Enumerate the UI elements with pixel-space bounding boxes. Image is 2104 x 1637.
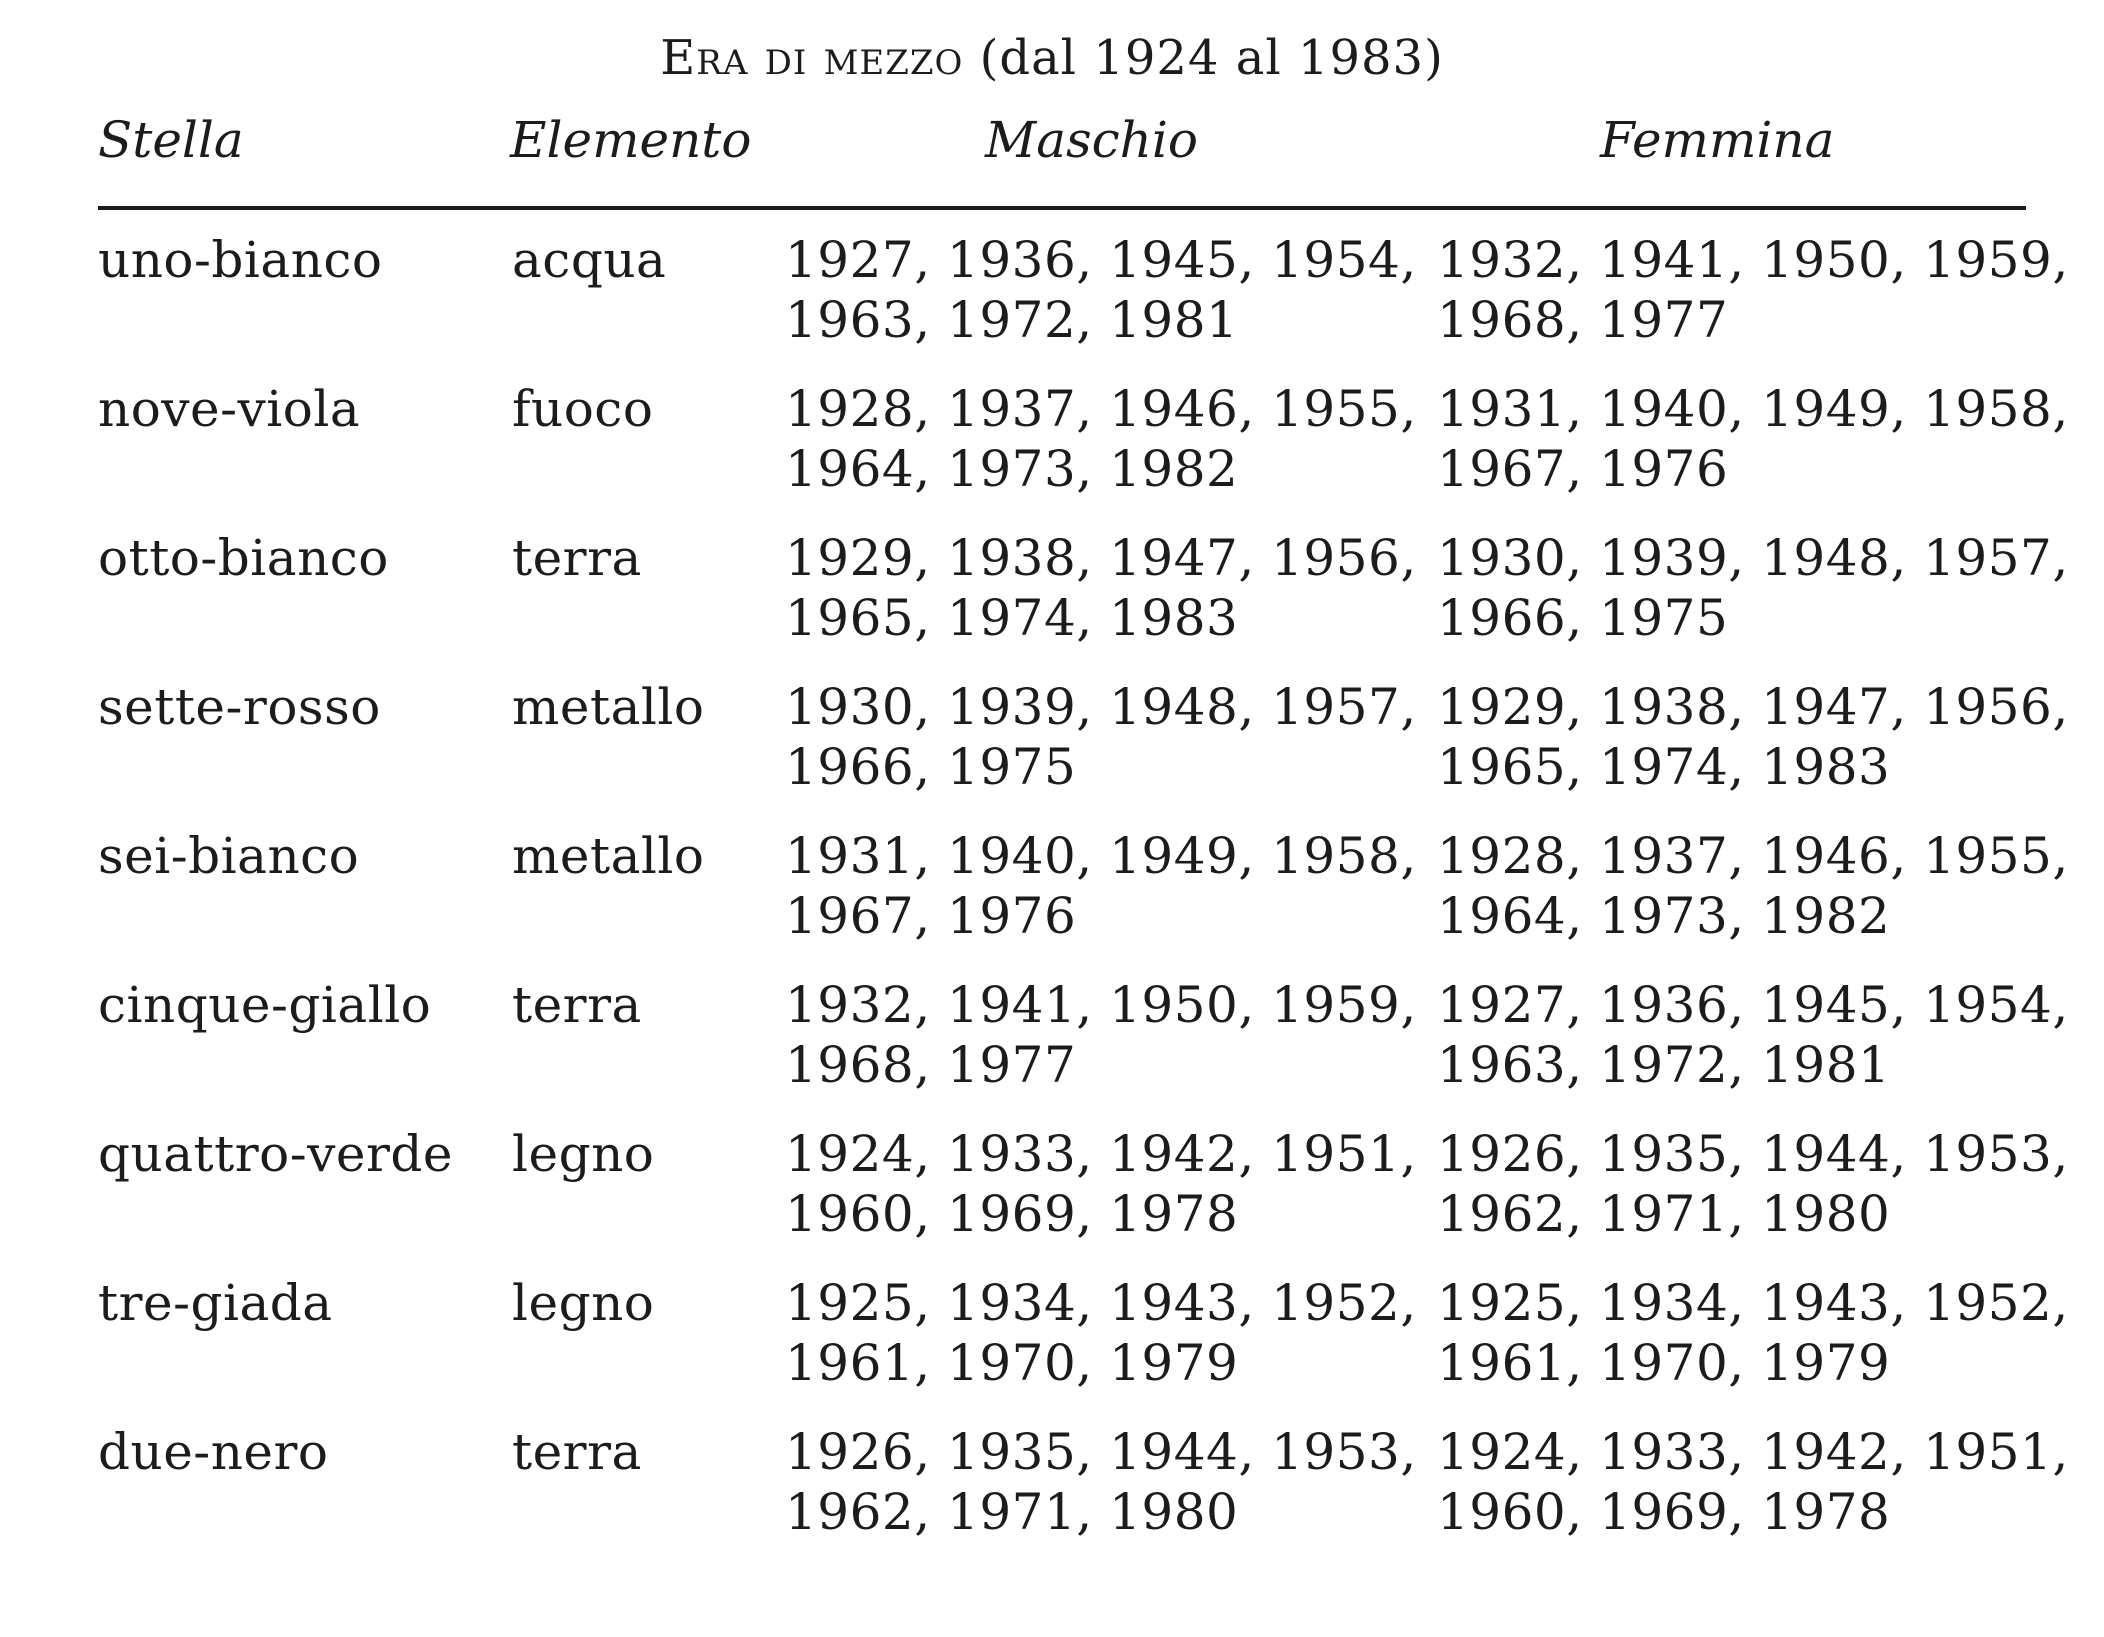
- cell-stella: cinque-giallo: [98, 976, 432, 1034]
- page-title: [0, 22, 2104, 94]
- title-main: Era di mezzo: [660, 30, 964, 86]
- header-stella: Stella: [98, 111, 244, 169]
- header-divider: [98, 206, 2026, 210]
- cell-maschio: [785, 1124, 1417, 1244]
- femmina-years-line: 1925, 1934, 1943, 1952,: [1437, 1274, 2069, 1332]
- maschio-years-line: 1932, 1941, 1950, 1959,: [785, 976, 1417, 1034]
- table-row: [0, 230, 2104, 379]
- maschio-years-line: 1930, 1939, 1948, 1957,: [785, 678, 1417, 736]
- table-row: [0, 677, 2104, 826]
- cell-stella: otto-bianco: [98, 529, 389, 587]
- femmina-years-line: 1926, 1935, 1944, 1953,: [1437, 1125, 2069, 1183]
- maschio-years-line: 1966, 1975: [785, 738, 1077, 796]
- femmina-years-line: 1927, 1936, 1945, 1954,: [1437, 976, 2069, 1034]
- cell-femmina: [1437, 230, 2069, 350]
- femmina-years-line: 1929, 1938, 1947, 1956,: [1437, 678, 2069, 736]
- cell-elemento: metallo: [512, 827, 705, 885]
- table-row: [0, 1422, 2104, 1571]
- maschio-years-line: 1931, 1940, 1949, 1958,: [785, 827, 1417, 885]
- table-row: [0, 1273, 2104, 1422]
- table-row: [0, 528, 2104, 677]
- cell-maschio: [785, 1273, 1417, 1393]
- cell-femmina: [1437, 528, 2069, 648]
- table-row: [0, 1124, 2104, 1273]
- cell-stella: tre-giada: [98, 1274, 333, 1332]
- femmina-years-line: 1965, 1974, 1983: [1437, 738, 1891, 796]
- maschio-years-line: 1928, 1937, 1946, 1955,: [785, 380, 1417, 438]
- table-header: [0, 105, 2104, 185]
- cell-elemento: legno: [512, 1125, 655, 1183]
- cell-femmina: [1437, 379, 2069, 499]
- femmina-years-line: 1962, 1971, 1980: [1437, 1185, 1891, 1243]
- femmina-years-line: 1924, 1933, 1942, 1951,: [1437, 1423, 2069, 1481]
- cell-elemento: terra: [512, 529, 642, 587]
- femmina-years-line: 1967, 1976: [1437, 440, 1729, 498]
- cell-femmina: [1437, 1422, 2069, 1542]
- femmina-years-line: 1931, 1940, 1949, 1958,: [1437, 380, 2069, 438]
- femmina-years-line: 1932, 1941, 1950, 1959,: [1437, 231, 2069, 289]
- table-body: [0, 230, 2104, 1571]
- maschio-years-line: 1926, 1935, 1944, 1953,: [785, 1423, 1417, 1481]
- maschio-years-line: 1960, 1969, 1978: [785, 1185, 1239, 1243]
- cell-femmina: [1437, 677, 2069, 797]
- cell-femmina: [1437, 826, 2069, 946]
- header-femmina: Femmina: [1600, 111, 1835, 169]
- femmina-years-line: 1928, 1937, 1946, 1955,: [1437, 827, 2069, 885]
- cell-maschio: [785, 826, 1417, 946]
- maschio-years-line: 1961, 1970, 1979: [785, 1334, 1239, 1392]
- maschio-years-line: 1963, 1972, 1981: [785, 291, 1239, 349]
- cell-elemento: metallo: [512, 678, 705, 736]
- table-row: [0, 379, 2104, 528]
- maschio-years-line: 1962, 1971, 1980: [785, 1483, 1239, 1541]
- cell-maschio: [785, 230, 1417, 350]
- maschio-years-line: 1967, 1976: [785, 887, 1077, 945]
- femmina-years-line: 1960, 1969, 1978: [1437, 1483, 1891, 1541]
- maschio-years-line: 1929, 1938, 1947, 1956,: [785, 529, 1417, 587]
- cell-stella: nove-viola: [98, 380, 361, 438]
- table-row: [0, 975, 2104, 1124]
- cell-elemento: terra: [512, 976, 642, 1034]
- cell-maschio: [785, 677, 1417, 797]
- cell-maschio: [785, 379, 1417, 499]
- femmina-years-line: 1961, 1970, 1979: [1437, 1334, 1891, 1392]
- cell-stella: uno-bianco: [98, 231, 383, 289]
- maschio-years-line: 1968, 1977: [785, 1036, 1077, 1094]
- maschio-years-line: 1927, 1936, 1945, 1954,: [785, 231, 1417, 289]
- cell-stella: quattro-verde: [98, 1125, 453, 1183]
- title-range: (dal 1924 al 1983): [979, 30, 1444, 86]
- cell-elemento: fuoco: [512, 380, 654, 438]
- header-elemento: Elemento: [510, 111, 752, 169]
- maschio-years-line: 1925, 1934, 1943, 1952,: [785, 1274, 1417, 1332]
- table-row: [0, 826, 2104, 975]
- femmina-years-line: 1963, 1972, 1981: [1437, 1036, 1891, 1094]
- maschio-years-line: 1965, 1974, 1983: [785, 589, 1239, 647]
- cell-femmina: [1437, 975, 2069, 1095]
- femmina-years-line: 1964, 1973, 1982: [1437, 887, 1891, 945]
- cell-femmina: [1437, 1124, 2069, 1244]
- cell-maschio: [785, 975, 1417, 1095]
- cell-maschio: [785, 528, 1417, 648]
- cell-elemento: acqua: [512, 231, 667, 289]
- maschio-years-line: 1924, 1933, 1942, 1951,: [785, 1125, 1417, 1183]
- maschio-years-line: 1964, 1973, 1982: [785, 440, 1239, 498]
- femmina-years-line: 1966, 1975: [1437, 589, 1729, 647]
- femmina-years-line: 1930, 1939, 1948, 1957,: [1437, 529, 2069, 587]
- cell-elemento: legno: [512, 1274, 655, 1332]
- cell-stella: due-nero: [98, 1423, 329, 1481]
- header-maschio: Maschio: [985, 111, 1198, 169]
- femmina-years-line: 1968, 1977: [1437, 291, 1729, 349]
- cell-femmina: [1437, 1273, 2069, 1393]
- cell-stella: sei-bianco: [98, 827, 360, 885]
- cell-stella: sette-rosso: [98, 678, 381, 736]
- cell-elemento: terra: [512, 1423, 642, 1481]
- cell-maschio: [785, 1422, 1417, 1542]
